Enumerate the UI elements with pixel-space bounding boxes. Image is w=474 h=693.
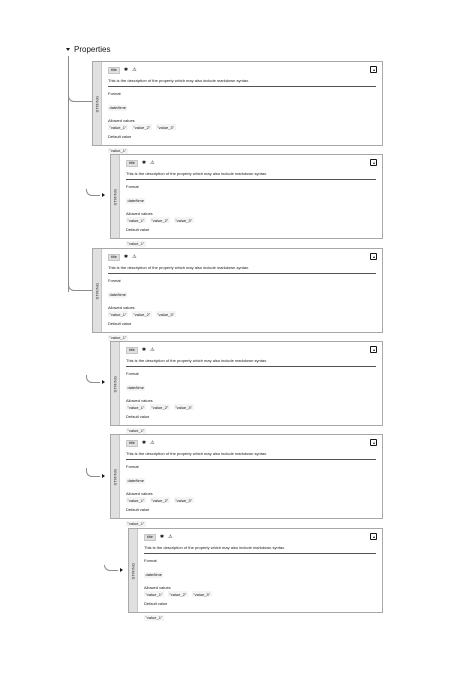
expand-card-button[interactable] bbox=[370, 159, 377, 166]
type-label: STRING bbox=[112, 468, 118, 485]
type-label: STRING bbox=[94, 95, 100, 112]
allowed-value: "value_2" bbox=[151, 217, 169, 223]
default-value-label: Default value bbox=[144, 601, 168, 606]
format-value: date/time bbox=[127, 478, 144, 483]
expand-card-button[interactable] bbox=[370, 253, 377, 260]
required-asterisk-icon: ✱ bbox=[123, 67, 129, 73]
chevron-up-icon bbox=[373, 162, 375, 164]
default-value-label: Default value bbox=[126, 507, 150, 512]
allowed-value: "value_3" bbox=[193, 591, 211, 597]
allowed-value: "value_3" bbox=[157, 124, 175, 130]
title-tag: title bbox=[126, 347, 138, 355]
allowed-values-label: Allowed values bbox=[126, 398, 153, 403]
type-label: STRING bbox=[112, 375, 118, 392]
default-value-label: Default value bbox=[126, 227, 150, 232]
title-tag: title bbox=[126, 160, 138, 168]
type-sidebar bbox=[111, 342, 120, 425]
allowed-value: "value_3" bbox=[175, 217, 193, 223]
format-value: date/time bbox=[127, 198, 144, 203]
type-sidebar bbox=[93, 62, 102, 145]
required-asterisk-icon: ✱ bbox=[123, 254, 129, 260]
property-card bbox=[110, 154, 383, 246]
chevron-up-icon bbox=[373, 536, 375, 538]
expand-arrow-icon[interactable] bbox=[102, 474, 105, 478]
property-card bbox=[92, 248, 383, 340]
property-card bbox=[110, 341, 383, 433]
default-value: "value_1" bbox=[145, 615, 163, 620]
allowed-value: "value_1" bbox=[109, 124, 127, 130]
title-tag: title bbox=[108, 254, 120, 262]
type-sidebar bbox=[111, 435, 120, 518]
property-description: This is the description of the property which may also include markdown syntax. bbox=[108, 78, 250, 83]
allowed-value: "value_1" bbox=[145, 591, 163, 597]
allowed-value: "value_2" bbox=[133, 311, 151, 317]
format-value: date/time bbox=[145, 572, 162, 577]
allowed-value: "value_1" bbox=[127, 404, 145, 410]
tree-connector bbox=[86, 375, 100, 383]
format-label: Format bbox=[108, 278, 121, 283]
format-value: date/time bbox=[127, 385, 144, 390]
title-tag: title bbox=[108, 67, 120, 75]
divider bbox=[126, 366, 376, 367]
title-tag: title bbox=[144, 534, 156, 542]
expand-card-button[interactable] bbox=[370, 346, 377, 353]
format-value: date/time bbox=[109, 292, 126, 297]
allowed-values-label: Allowed values bbox=[108, 118, 135, 123]
allowed-value: "value_3" bbox=[175, 497, 193, 503]
default-value-label: Default value bbox=[108, 134, 132, 139]
warning-icon: ⚠ bbox=[150, 347, 155, 353]
divider bbox=[108, 273, 376, 274]
divider bbox=[126, 179, 376, 180]
allowed-values-label: Allowed values bbox=[108, 305, 135, 310]
expand-arrow-icon[interactable] bbox=[102, 193, 105, 197]
type-sidebar bbox=[93, 249, 102, 332]
tree-connector bbox=[86, 468, 100, 477]
expand-arrow-icon[interactable] bbox=[120, 568, 123, 572]
warning-icon: ⚠ bbox=[150, 160, 155, 166]
property-description: This is the description of the property which may also include markdown syntax. bbox=[126, 171, 268, 176]
type-label: STRING bbox=[112, 188, 118, 205]
properties-toggle[interactable] bbox=[66, 43, 110, 55]
chevron-up-icon bbox=[373, 256, 375, 258]
expand-arrow-icon[interactable] bbox=[102, 380, 105, 384]
chevron-up-icon bbox=[373, 69, 375, 71]
divider bbox=[144, 553, 376, 554]
format-label: Format bbox=[108, 91, 121, 96]
tree-connector bbox=[68, 95, 92, 102]
type-sidebar bbox=[111, 155, 120, 238]
format-label: Format bbox=[126, 464, 139, 469]
expand-card-button[interactable] bbox=[370, 439, 377, 446]
chevron-up-icon bbox=[373, 442, 375, 444]
warning-icon: ⚠ bbox=[168, 534, 173, 540]
tree-connector bbox=[68, 282, 92, 291]
allowed-value: "value_2" bbox=[151, 497, 169, 503]
property-description: This is the description of the property which may also include markdown syntax. bbox=[144, 545, 286, 550]
allowed-values-label: Allowed values bbox=[126, 491, 153, 496]
required-asterisk-icon: ✱ bbox=[141, 347, 147, 353]
type-sidebar bbox=[129, 529, 138, 612]
warning-icon: ⚠ bbox=[132, 254, 137, 260]
allowed-value: "value_1" bbox=[127, 497, 145, 503]
divider bbox=[108, 86, 376, 87]
property-description: This is the description of the property which may also include markdown syntax. bbox=[126, 358, 268, 363]
format-value: date/time bbox=[109, 105, 126, 110]
property-card bbox=[128, 528, 383, 620]
required-asterisk-icon: ✱ bbox=[141, 440, 147, 446]
tree-connector bbox=[86, 189, 100, 196]
type-label: STRING bbox=[130, 562, 136, 579]
default-value: "value_1" bbox=[127, 428, 145, 433]
default-value-label: Default value bbox=[126, 414, 150, 419]
default-value: "value_1" bbox=[109, 335, 127, 340]
divider bbox=[126, 459, 376, 460]
format-label: Format bbox=[126, 371, 139, 376]
allowed-value: "value_1" bbox=[109, 311, 127, 317]
expand-card-button[interactable] bbox=[370, 533, 377, 540]
required-asterisk-icon: ✱ bbox=[141, 160, 147, 166]
default-value: "value_1" bbox=[127, 241, 145, 246]
warning-icon: ⚠ bbox=[132, 67, 137, 73]
warning-icon: ⚠ bbox=[150, 440, 155, 446]
allowed-value: "value_3" bbox=[157, 311, 175, 317]
allowed-value: "value_3" bbox=[175, 404, 193, 410]
format-label: Format bbox=[144, 558, 157, 563]
properties-header-label: Properties bbox=[74, 44, 111, 54]
caret-down-icon bbox=[66, 48, 70, 51]
default-value: "value_1" bbox=[127, 521, 145, 526]
tree-connector bbox=[104, 565, 118, 571]
allowed-values-label: Allowed values bbox=[126, 211, 153, 216]
property-card bbox=[110, 434, 383, 526]
allowed-value: "value_2" bbox=[133, 124, 151, 130]
allowed-value: "value_2" bbox=[169, 591, 187, 597]
title-tag: title bbox=[126, 440, 138, 448]
format-label: Format bbox=[126, 184, 139, 189]
required-asterisk-icon: ✱ bbox=[159, 534, 165, 540]
default-value: "value_1" bbox=[109, 148, 127, 153]
property-card bbox=[92, 61, 383, 153]
default-value-label: Default value bbox=[108, 321, 132, 326]
tree-trunk-line bbox=[68, 56, 69, 292]
property-description: This is the description of the property which may also include markdown syntax. bbox=[126, 451, 268, 456]
property-description: This is the description of the property which may also include markdown syntax. bbox=[108, 265, 250, 270]
allowed-value: "value_2" bbox=[151, 404, 169, 410]
expand-card-button[interactable] bbox=[370, 66, 377, 73]
chevron-up-icon bbox=[373, 349, 375, 351]
allowed-values-label: Allowed values bbox=[144, 585, 171, 590]
allowed-value: "value_1" bbox=[127, 217, 145, 223]
type-label: STRING bbox=[94, 282, 100, 299]
